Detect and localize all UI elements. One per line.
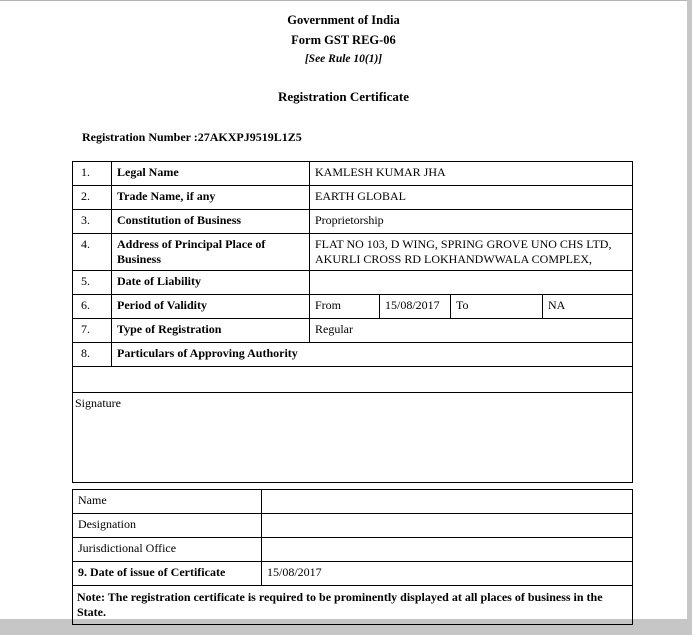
table-row-trade-name bbox=[73, 185, 632, 209]
row-label: Date of Liability bbox=[111, 271, 309, 294]
registration-number-line bbox=[82, 130, 687, 145]
row-number: 3. bbox=[81, 213, 90, 227]
validity-from-value: 15/08/2017 bbox=[379, 295, 450, 318]
registration-number-value: 27AKXPJ9519L1Z5 bbox=[197, 130, 302, 144]
row-value: Proprietorship bbox=[309, 210, 632, 233]
table-row-designation bbox=[73, 513, 632, 537]
row-label: Period of Validity bbox=[111, 295, 309, 318]
row-number: 6. bbox=[81, 298, 90, 312]
validity-from-label: From bbox=[309, 295, 379, 318]
table-row-legal-name bbox=[73, 162, 632, 185]
row-label: Constitution of Business bbox=[111, 210, 309, 233]
row-label: Legal Name bbox=[111, 162, 309, 185]
table-row-constitution bbox=[73, 209, 632, 233]
main-table bbox=[72, 161, 633, 483]
row-label: Trade Name, if any bbox=[111, 186, 309, 209]
row-value bbox=[261, 490, 632, 513]
government-line: Government of India bbox=[287, 13, 400, 27]
row-value bbox=[261, 538, 632, 561]
row-number: 2. bbox=[81, 189, 90, 203]
table-row-type-of-registration bbox=[73, 318, 632, 342]
row-value: KAMLESH KUMAR JHA bbox=[309, 162, 632, 185]
row-label: Address of Principal Place of Business bbox=[111, 234, 309, 270]
row-value: EARTH GLOBAL bbox=[309, 186, 632, 209]
row-number: 7. bbox=[81, 322, 90, 336]
authority-table bbox=[72, 489, 633, 625]
table-row-address bbox=[73, 233, 632, 270]
table-row-date-of-liability bbox=[73, 270, 632, 294]
document-header bbox=[0, 1, 687, 105]
row-label: Designation bbox=[78, 517, 136, 531]
row-value: Regular bbox=[309, 319, 632, 342]
certificate-title: Registration Certificate bbox=[277, 89, 410, 104]
validity-to-value: NA bbox=[542, 295, 632, 318]
row-label: Jurisdictional Office bbox=[78, 541, 177, 555]
row-value: FLAT NO 103, D WING, SPRING GROVE UNO CHS LTD, AKURLI CROSS RD LOKHANDWWALA COMPLEX, bbox=[309, 234, 632, 270]
validity-to-label: To bbox=[450, 295, 542, 318]
table-row-date-of-issue bbox=[73, 561, 632, 585]
row-label: 9. Date of issue of Certificate bbox=[78, 565, 226, 579]
table-row-note bbox=[73, 585, 632, 624]
row-number: 8. bbox=[81, 346, 90, 360]
note-text: Note: The registration certificate is required to be prominently displayed at all places of business in the State. bbox=[77, 590, 603, 619]
row-value: 15/08/2017 bbox=[261, 562, 632, 585]
row-label: Particulars of Approving Authority bbox=[111, 343, 632, 366]
table-row-approving-authority bbox=[73, 342, 632, 366]
row-value bbox=[309, 271, 632, 294]
row-label: Type of Registration bbox=[111, 319, 309, 342]
table-row-signature bbox=[73, 392, 632, 482]
signature-label: Signature bbox=[75, 396, 121, 410]
row-number: 1. bbox=[81, 165, 90, 179]
row-value bbox=[261, 514, 632, 537]
form-number-line: Form GST REG-06 bbox=[291, 33, 396, 47]
table-row-period-of-validity bbox=[73, 294, 632, 318]
rule-reference-line: [See Rule 10(1)] bbox=[304, 53, 383, 65]
table-row-jurisdictional-office bbox=[73, 537, 632, 561]
row-number: 5. bbox=[81, 274, 90, 288]
table-row-name bbox=[73, 490, 632, 513]
row-label: Name bbox=[78, 493, 107, 507]
table-row-empty bbox=[73, 366, 632, 392]
registration-number-label: Registration Number : bbox=[82, 130, 198, 144]
row-number: 4. bbox=[81, 237, 90, 251]
